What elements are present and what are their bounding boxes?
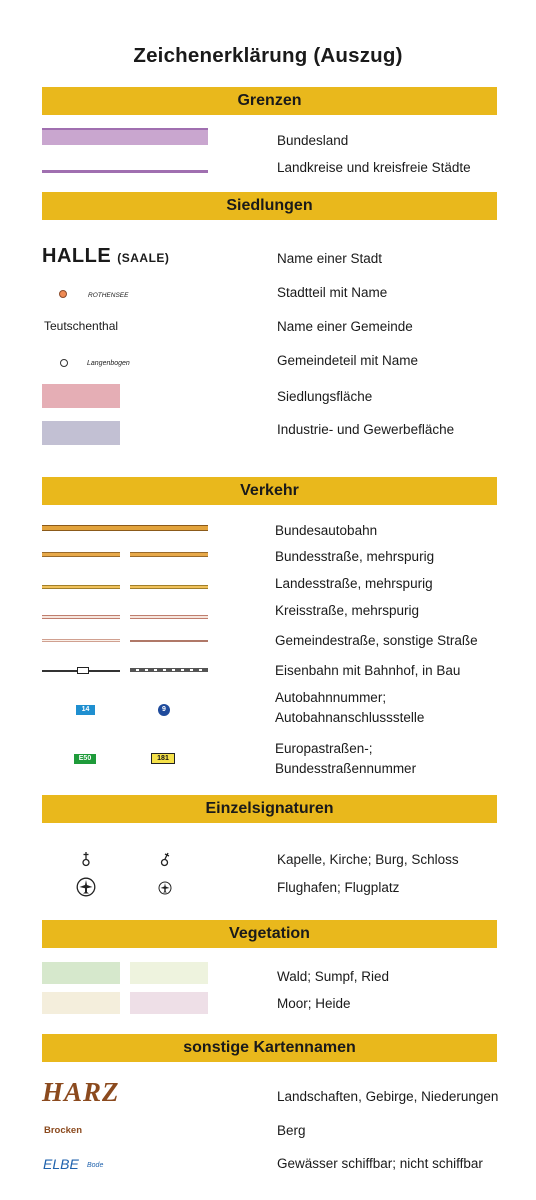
chapel-church-icon — [80, 851, 92, 867]
section-heading-siedlungen: Siedlungen — [42, 192, 497, 220]
legend-label-gemeindestrasse: Gemeindestraße, sonstige Straße — [275, 633, 478, 648]
municipal-road-symbol — [42, 639, 120, 642]
autobahn-symbol — [42, 525, 208, 531]
legend-label-siedlungsflaeche: Siedlungsfläche — [277, 389, 373, 404]
city-name-suffix: (SAALE) — [117, 251, 170, 265]
county-road-symbol — [130, 615, 208, 619]
legend-label-autobahnnummer: Autobahnnummer; — [275, 690, 387, 705]
industrial-area-swatch — [42, 421, 120, 445]
airport-icon — [76, 877, 96, 897]
europe-road-badge: E50 — [74, 754, 96, 764]
legend-label-industrie: Industrie- und Gewerbefläche — [277, 422, 455, 437]
legend-label-kirche-burg: Kapelle, Kirche; Burg, Schloss — [277, 852, 459, 867]
legend-label-europastrassen: Europastraßen-; — [275, 741, 373, 756]
legend-label-stadtteil: Stadtteil mit Name — [277, 285, 388, 300]
district-border-symbol — [42, 170, 208, 173]
legend-label-anschlussstelle: Autobahnanschlussstelle — [275, 710, 425, 725]
mountain-name-sample: Brocken — [44, 1125, 83, 1136]
landscape-name-sample: HARZ — [42, 1077, 120, 1107]
autobahn-number-badge: 14 — [76, 705, 95, 715]
legend-label-landschaften: Landschaften, Gebirge, Niederungen — [277, 1089, 499, 1104]
state-road-symbol — [130, 585, 208, 589]
section-heading-grenzen: Grenzen — [42, 87, 497, 115]
legend-label-bundesautobahn: Bundesautobahn — [275, 523, 378, 538]
swamp-swatch — [130, 962, 208, 984]
section-heading-verkehr: Verkehr — [42, 477, 497, 505]
district-name-sample: ROTHENSEE — [88, 292, 129, 299]
municipal-part-dot-icon — [60, 359, 68, 367]
airfield-icon — [158, 881, 172, 895]
legend-label-flughafen: Flughafen; Flugplatz — [277, 880, 400, 895]
municipal-part-sample: Langenbogen — [87, 360, 130, 367]
district-dot-icon — [59, 290, 67, 298]
moor-swatch — [42, 992, 120, 1014]
other-road-symbol — [130, 640, 208, 642]
city-name-sample — [42, 245, 169, 268]
state-road-multilane-symbol — [42, 585, 120, 589]
interchange-number-badge: 9 — [158, 704, 170, 716]
legend-label-bundesstrasse: Bundesstraße, mehrspurig — [275, 549, 435, 564]
section-heading-vegetation: Vegetation — [42, 920, 497, 948]
legend-label-kreisstrasse: Kreisstraße, mehrspurig — [275, 603, 420, 618]
county-road-multilane-symbol — [42, 615, 120, 619]
railway-construction-symbol — [130, 668, 208, 672]
city-name: HALLE — [42, 245, 112, 267]
section-heading-kartennamen: sonstige Kartennamen — [42, 1034, 497, 1062]
legend-label-landesstrasse: Landesstraße, mehrspurig — [275, 576, 433, 591]
legend-label-bundesland: Bundesland — [277, 133, 349, 148]
heath-swatch — [130, 992, 208, 1014]
federal-road-symbol — [130, 552, 208, 557]
legend-label-eisenbahn: Eisenbahn mit Bahnhof, in Bau — [275, 663, 461, 678]
forest-swatch — [42, 962, 120, 984]
section-heading-einzelsignaturen: Einzelsignaturen — [42, 795, 497, 823]
legend-label-stadt: Name einer Stadt — [277, 251, 383, 266]
legend-label-landkreise: Landkreise und kreisfreie Städte — [277, 160, 471, 175]
station-icon — [77, 667, 89, 674]
legend-label-wald-sumpf: Wald; Sumpf, Ried — [277, 969, 390, 984]
castle-icon — [159, 851, 171, 867]
legend-label-berg: Berg — [277, 1123, 306, 1138]
river-navigable-sample: ELBE — [43, 1156, 79, 1172]
legend-label-bundesstrassennummer: Bundesstraßennummer — [275, 761, 417, 776]
legend-label-moor-heide: Moor; Heide — [277, 996, 351, 1011]
settlement-area-swatch — [42, 384, 120, 408]
federal-road-multilane-symbol — [42, 552, 120, 557]
page-title: Zeichenerklärung (Auszug) — [133, 44, 403, 67]
legend-label-gemeinde: Name einer Gemeinde — [277, 319, 413, 334]
municipality-name-sample: Teutschenthal — [44, 319, 119, 333]
legend-label-gemeindeteil: Gemeindeteil mit Name — [277, 353, 419, 368]
river-small-sample: Bode — [87, 1162, 104, 1169]
state-border-symbol — [42, 128, 208, 145]
federal-road-badge: 181 — [151, 753, 175, 764]
legend-label-gewaesser: Gewässer schiffbar; nicht schiffbar — [277, 1156, 483, 1171]
